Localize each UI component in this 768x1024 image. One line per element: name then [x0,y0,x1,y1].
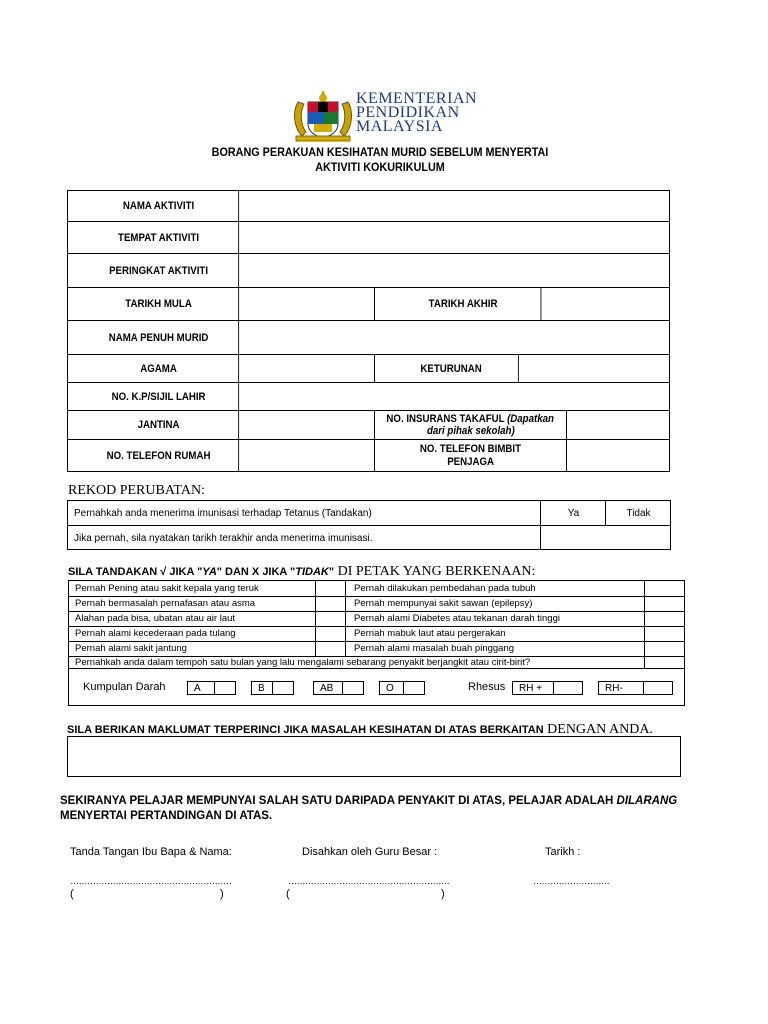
row-jantina [68,411,669,440]
input-no-kp[interactable] [250,383,669,410]
student-info-table [67,190,670,472]
rhesus-negative-tick[interactable] [643,681,673,695]
checklist-row [69,626,684,642]
principal-name-paren-close: ) [441,888,445,900]
parent-name-paren-open: ( [70,888,74,900]
parent-name-input[interactable] [78,888,216,902]
detail-instr-text: SILA BERIKAN MAKLUMAT TERPERINCI JIKA MASALAH KESIHATAN DI ATAS BERKAITAN [67,724,544,736]
row-tarikh [68,288,669,321]
blood-type-b-box[interactable]: B [251,681,273,695]
warning-notice [60,794,740,824]
label-tempat-aktiviti: TEMPAT AKTIVITI [79,222,239,253]
label-no-insurans [375,411,567,439]
tick-boxes-left[interactable] [316,581,345,656]
label-no-kp: NO. K.P/SIJIL LAHIR [79,383,239,410]
checklist-item-right: Pernah mempunyai sakit sawan (epilepsy) [354,597,533,609]
blood-type-o-box[interactable]: O [379,681,404,695]
input-no-insurans[interactable] [567,411,669,439]
label-peringkat-aktiviti: PERINGKAT AKTIVITI [79,254,239,287]
tick-boxes-right[interactable] [645,581,683,668]
blood-type-row [69,668,684,705]
input-no-telefon-rumah[interactable] [250,440,375,471]
checklist-item-left: Pernah alami sakit jantung [75,642,187,654]
label-agama: AGAMA [79,355,239,382]
row-peringkat-aktiviti [68,254,669,288]
date-line[interactable]: ……………………… [533,876,610,886]
immunisation-table [67,500,671,550]
label-rhesus: Rhesus [468,681,506,693]
principal-name-paren-open: ( [286,888,290,900]
detail-instr-rest: DENGAN ANDA. [543,722,653,737]
instr-tidak: TIDAK [295,566,329,578]
row-telefon [68,440,669,471]
principal-name-input[interactable] [294,888,436,902]
input-tarikh-akhir[interactable] [552,288,669,320]
input-nama-penuh-murid[interactable] [250,321,669,354]
tick-instruction [68,564,535,580]
label-nama-aktiviti: NAMA AKTIVITI [79,191,239,221]
input-tarikh-imunisasi[interactable] [542,526,670,550]
label-no-telefon-bimbit-2: PENJAGA [447,455,494,468]
label-parent-signature: Tanda Tangan Ibu Bapa & Nama: [70,846,232,858]
label-jantina: JANTINA [79,411,239,439]
warning-part-a: SEKIRANYA PELAJAR MEMPUNYAI SALAH SATU DARIPADA PENYAKIT DI ATAS, PELAJAR ADALAH [60,795,617,807]
parent-name-paren-close: ) [220,888,224,900]
checklist-row [69,611,684,627]
checklist-row [69,641,684,657]
instr-rest: DI PETAK YANG BERKENAAN: [334,564,536,579]
input-keturunan[interactable] [528,355,669,382]
checklist-item-left: Pernah alami kecederaan pada tulang [75,627,236,639]
input-nama-aktiviti[interactable] [250,191,669,221]
row-tetanus [68,501,670,525]
tetanus-tidak-option[interactable]: Tidak [626,507,651,519]
parent-signature-line[interactable]: ………………………………………………… [70,876,232,886]
principal-signature-line[interactable]: ………………………………………………… [288,876,450,886]
input-agama[interactable] [250,355,375,382]
logo-line-2: PENDIDIKAN [356,104,460,121]
q-tarikh-imunisasi: Jika pernah, sila nyatakan tarikh terakhir anda menerima imunisasi. [68,526,541,550]
label-tarikh-mula: TARIKH MULA [79,288,239,320]
q-penyakit-berjangkit: Pernahkah anda dalam tempoh satu bulan yang lalu mengalami sebarang penyakit berjangkit atau cirit-birit? [75,656,531,668]
checklist-item-right: Pernah alami Diabetes atau tekanan darah tinggi [354,612,560,624]
form-title-line-1: BORANG PERAKUAN KESIHATAN MURID SEBELUM MENYERTAI [211,145,549,159]
label-date: Tarikh : [545,846,581,858]
checklist-row [69,596,684,612]
blood-type-a-tick[interactable] [214,681,236,695]
input-jantina[interactable] [250,411,375,439]
checklist-item-left: Alahan pada bisa, ubatan atau air laut [75,612,236,624]
input-tarikh-mula[interactable] [250,288,375,320]
warning-dilarang: DILARANG [616,795,678,807]
tetanus-ya-option[interactable]: Ya [542,501,606,525]
instr-part-c: " [328,566,335,578]
blood-type-a-box[interactable]: A [187,681,215,695]
blood-type-ab-tick[interactable] [342,681,364,695]
label-no-insurans-note-b: dari pihak sekolah) [426,425,515,437]
row-no-kp [68,383,669,411]
blood-type-b-tick[interactable] [272,681,294,695]
row-agama [68,355,669,383]
q-tetanus: Pernahkah anda menerima imunisasi terhadap Tetanus (Tandakan) [68,501,541,525]
label-no-telefon-bimbit-1: NO. TELEFON BIMBIT [419,442,522,455]
checklist-item-left: Pernah Pening atau sakit kepala yang teruk [75,582,259,594]
label-tarikh-akhir: TARIKH AKHIR [386,288,542,320]
label-keturunan: KETURUNAN [384,355,519,382]
input-no-telefon-bimbit[interactable] [567,440,669,471]
divider [345,581,346,656]
label-no-insurans-note-a: (Dapatkan [507,413,555,425]
row-nama-aktiviti [68,191,669,222]
logo-line-3: MALAYSIA [356,118,443,135]
checklist-item-right: Pernah dilakukan pembedahan pada tubuh [354,582,536,594]
blood-type-ab-box[interactable]: AB [313,681,343,695]
label-no-telefon-bimbit [375,440,567,471]
rhesus-negative-box[interactable]: RH- [598,681,644,695]
rekod-perubatan-title: REKOD PERUBATAN: [68,483,205,498]
rhesus-positive-tick[interactable] [553,681,583,695]
row-nama-penuh [68,321,669,355]
instr-ya: YA [202,566,217,578]
warning-part-b: MENYERTAI PERTANDINGAN DI ATAS. [60,810,273,822]
checklist-item-right: Pernah mabuk laut atau pergerakan [354,627,506,639]
form-title [173,145,587,175]
logo-line-1: KEMENTERIAN [356,90,478,107]
instr-part-a: SILA TANDAKAN √ JIKA " [68,566,203,578]
ministry-logo-text [356,92,477,134]
blood-type-o-tick[interactable] [403,681,425,695]
label-no-insurans-text: NO. INSURANS TAKAFUL [386,413,505,425]
checklist-item-left: Pernah bermasalah pernafasan atau asma [75,597,256,609]
label-principal-signature: Disahkan oleh Guru Besar : [302,846,438,858]
row-tempat-aktiviti [68,222,669,254]
health-checklist [68,580,685,706]
rhesus-positive-box[interactable]: RH + [512,681,554,695]
label-kumpulan-darah: Kumpulan Darah [83,681,166,693]
label-nama-penuh-murid: NAMA PENUH MURID [79,321,239,354]
input-peringkat-aktiviti[interactable] [250,254,669,287]
form-title-line-2: AKTIVITI KOKURIKULUM [315,160,445,174]
coat-of-arms-logo [290,88,356,142]
row-tarikh-imunisasi [68,525,670,550]
checklist-item-right: Pernah alami masalah buah pinggang [354,642,515,654]
checklist-row [69,581,684,597]
health-details-input[interactable] [67,736,681,777]
label-no-telefon-rumah: NO. TELEFON RUMAH [79,440,239,471]
input-tempat-aktiviti[interactable] [250,222,669,253]
instr-part-b: " DAN X JIKA " [216,566,296,578]
